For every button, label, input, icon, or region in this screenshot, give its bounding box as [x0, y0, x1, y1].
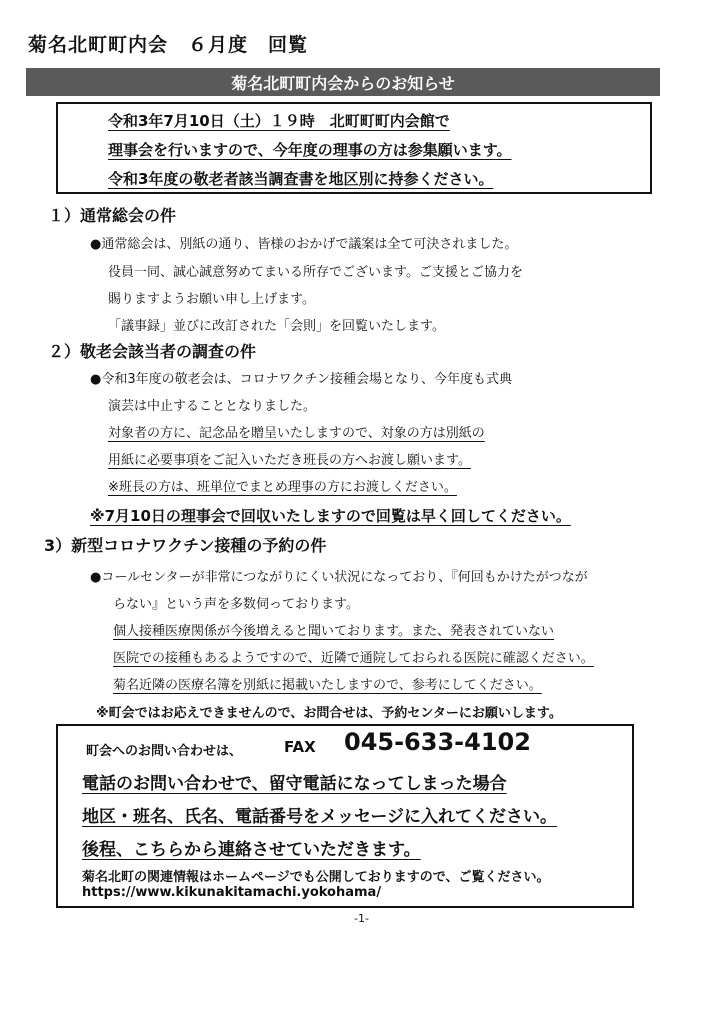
contact-line-message: 地区・班名、氏名、電話番号をメッセージに入れてください。 — [82, 807, 557, 827]
section1-line: 賜りますようお願い申し上げます。 — [108, 292, 315, 307]
section1-line: 役員一同、誠心誠意努めてまいる所存でございます。ご支援とご協力を — [108, 265, 523, 280]
section3-line: 医院での接種もあるようですので、近隣で通院しておられる医院に確認ください。 — [113, 651, 594, 666]
contact-intro: 町会へのお問い合わせは、 — [86, 744, 243, 759]
section3-line: 菊名近隣の医療名簿を別紙に掲載いたしますので、参考にしてください。 — [113, 678, 542, 693]
section2-line: 対象者の方に、記念品を贈呈いたしますので、対象の方は別紙の — [108, 426, 485, 441]
section3-heading: 3）新型コロナワクチン接種の予約の件 — [44, 536, 327, 555]
section2-heading: ２）敬老会該当者の調査の件 — [48, 342, 257, 361]
website-url[interactable]: https://www.kikunakitamachi.yokohama/ — [82, 885, 382, 900]
page-title: 菊名北町町内会 ６月度 回覧 — [28, 34, 309, 56]
notice-banner: 菊名北町町内会からのお知らせ — [26, 68, 660, 96]
page-number: -1- — [354, 912, 369, 925]
notice-line-meeting: 理事会を行いますので、今年度の理事の方は参集願います。 — [108, 141, 512, 159]
section3-line: ●コールセンターが非常につながりにくい状況になっており、『何回もかけたがつなが — [90, 570, 588, 585]
website-note: 菊名北町の関連情報はホームページでも公開しておりますので、ご覧ください。 — [82, 870, 550, 885]
meeting-notice-box — [56, 102, 652, 194]
section2-line: ●令和3年度の敬老会は、コロナワクチン接種会場となり、今年度も式典 — [90, 372, 512, 387]
section1-line: 「議事録」並びに改訂された「会則」を回覧いたします。 — [108, 319, 445, 334]
section3-emphasis: ※町会ではお応えできませんので、お問合せは、予約センターにお願いします。 — [96, 706, 562, 721]
notice-line-date: 令和3年7月10日（土）１９時 北町町町内会館で — [108, 112, 450, 130]
fax-number: 045-633-4102 — [344, 728, 531, 756]
section2-line: 用紙に必要事項をご記入いただき班長の方へお渡し願います。 — [108, 453, 471, 468]
section3-line: 個人接種医療関係が今後増えると聞いております。また、発表されていない — [113, 624, 554, 639]
section1-heading: １）通常総会の件 — [48, 206, 177, 225]
section2-line: ※班長の方は、班単位でまとめ理事の方にお渡しください。 — [108, 480, 457, 495]
section2-line: 演芸は中止することとなりました。 — [108, 399, 317, 414]
contact-line-callback: 後程、こちらから連絡させていただきます。 — [82, 840, 421, 860]
contact-line-voicemail: 電話のお問い合わせで、留守電話になってしまった場合 — [82, 774, 507, 794]
section3-line: らない』という声を多数伺っております。 — [113, 597, 359, 612]
notice-line-survey: 令和3年度の敬老者該当調査書を地区別に持参ください。 — [108, 170, 494, 188]
contact-box — [56, 724, 634, 908]
section1-line: ●通常総会は、別紙の通り、皆様のおかげで議案は全て可決されました。 — [90, 237, 518, 252]
section2-emphasis: ※7月10日の理事会で回収いたしますので回覧は早く回してください。 — [90, 507, 571, 525]
fax-label: FAX — [284, 738, 316, 756]
